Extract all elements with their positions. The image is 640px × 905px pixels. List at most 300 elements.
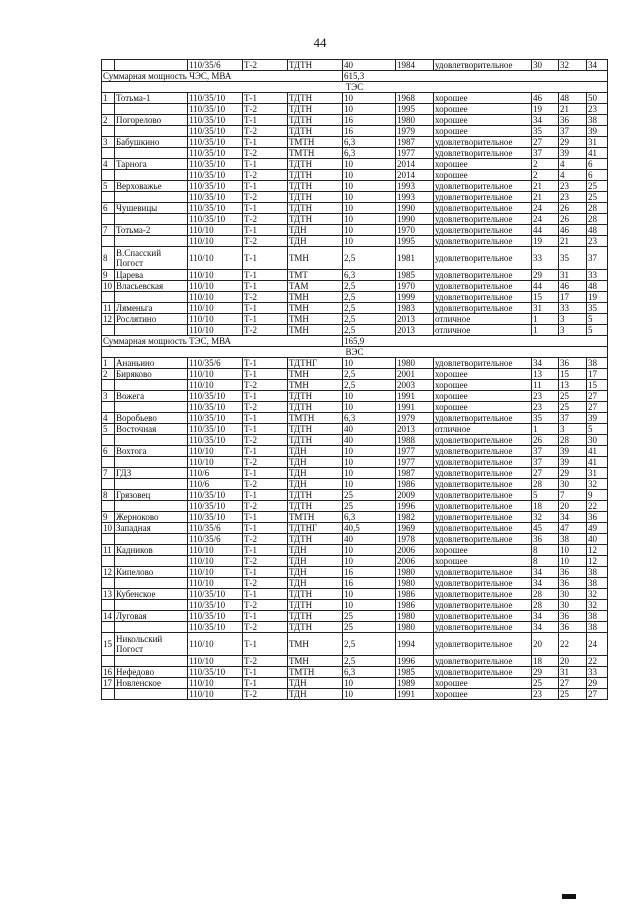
voltage-cell: 110/10 xyxy=(188,689,243,700)
value-cell-1: 21 xyxy=(532,192,559,203)
transformer-type-cell: ТДТН xyxy=(288,611,343,622)
row-number-cell xyxy=(102,479,115,490)
power-cell: 40 xyxy=(343,435,396,446)
table-row xyxy=(102,468,608,479)
value-cell-3: 5 xyxy=(587,325,608,336)
transformer-type-cell: ТДТН xyxy=(288,214,343,225)
table-row xyxy=(102,678,608,689)
voltage-cell: 110/10 xyxy=(188,567,243,578)
table-row xyxy=(102,446,608,457)
transformer-type-cell: ТДТН xyxy=(288,115,343,126)
condition-cell: удовлетворительное xyxy=(434,203,532,214)
value-cell-1: 33 xyxy=(532,247,559,270)
condition-cell: удовлетворительное xyxy=(434,512,532,523)
row-number-cell xyxy=(102,126,115,137)
value-cell-2: 46 xyxy=(559,281,587,292)
substation-name-cell xyxy=(115,534,188,545)
transformer-cell: Т-1 xyxy=(243,633,288,656)
voltage-cell: 110/35/10 xyxy=(188,435,243,446)
value-cell-2: 25 xyxy=(559,402,587,413)
page-corner-mark xyxy=(562,894,576,899)
table-row xyxy=(102,292,608,303)
power-cell: 2,5 xyxy=(343,292,396,303)
value-cell-3: 23 xyxy=(587,236,608,247)
transformer-cell: Т-2 xyxy=(243,292,288,303)
substation-name-cell: ГДЗ xyxy=(115,468,188,479)
value-cell-1: 11 xyxy=(532,380,559,391)
value-cell-3: 41 xyxy=(587,148,608,159)
transformer-type-cell: ТДТН xyxy=(288,159,343,170)
table-row xyxy=(102,325,608,336)
table-row xyxy=(102,424,608,435)
transformer-cell: Т-2 xyxy=(243,402,288,413)
year-cell: 1986 xyxy=(396,479,434,490)
value-cell-2: 39 xyxy=(559,446,587,457)
transformer-cell: Т-1 xyxy=(243,115,288,126)
power-cell: 6,3 xyxy=(343,270,396,281)
value-cell-2: 26 xyxy=(559,214,587,225)
table-row xyxy=(102,556,608,567)
voltage-cell: 110/10 xyxy=(188,247,243,270)
transformer-cell: Т-1 xyxy=(243,181,288,192)
value-cell-3: 34 xyxy=(587,60,608,71)
power-cell: 25 xyxy=(343,611,396,622)
year-cell: 1985 xyxy=(396,270,434,281)
value-cell-3: 38 xyxy=(587,358,608,369)
value-cell-3: 25 xyxy=(587,192,608,203)
year-cell: 1980 xyxy=(396,622,434,633)
substation-name-cell xyxy=(115,435,188,446)
value-cell-2: 37 xyxy=(559,413,587,424)
summary-row xyxy=(102,71,608,82)
condition-cell: удовлетворительное xyxy=(434,60,532,71)
value-cell-3: 31 xyxy=(587,137,608,148)
substation-name-cell: Вохтога xyxy=(115,446,188,457)
transformer-type-cell: ТДТНГ xyxy=(288,523,343,534)
table-row xyxy=(102,159,608,170)
value-cell-2: 4 xyxy=(559,159,587,170)
value-cell-3: 17 xyxy=(587,369,608,380)
value-cell-2: 3 xyxy=(559,325,587,336)
transformer-type-cell: ТМН xyxy=(288,314,343,325)
value-cell-1: 36 xyxy=(532,534,559,545)
condition-cell: хорошее xyxy=(434,170,532,181)
table-row xyxy=(102,633,608,656)
transformer-cell: Т-1 xyxy=(243,545,288,556)
year-cell: 2006 xyxy=(396,545,434,556)
year-cell: 1996 xyxy=(396,501,434,512)
transformer-type-cell: ТДТН xyxy=(288,501,343,512)
condition-cell: удовлетворительное xyxy=(434,468,532,479)
page-number: 44 xyxy=(313,35,327,50)
transformer-cell: Т-1 xyxy=(243,358,288,369)
row-number-cell: 17 xyxy=(102,678,115,689)
year-cell: 1970 xyxy=(396,281,434,292)
row-number-cell: 7 xyxy=(102,468,115,479)
transformer-cell: Т-1 xyxy=(243,391,288,402)
substation-name-cell xyxy=(115,600,188,611)
value-cell-3: 32 xyxy=(587,600,608,611)
voltage-cell: 110/35/10 xyxy=(188,93,243,104)
transformer-cell: Т-2 xyxy=(243,457,288,468)
year-cell: 1979 xyxy=(396,126,434,137)
value-cell-2: 33 xyxy=(559,303,587,314)
transformer-type-cell: ТДН xyxy=(288,225,343,236)
transformer-type-cell: ТМН xyxy=(288,369,343,380)
value-cell-2: 15 xyxy=(559,369,587,380)
value-cell-1: 44 xyxy=(532,281,559,292)
substation-name-cell: Тотьма-2 xyxy=(115,225,188,236)
value-cell-1: 29 xyxy=(532,270,559,281)
transformer-cell: Т-2 xyxy=(243,656,288,667)
power-cell: 16 xyxy=(343,578,396,589)
value-cell-2: 47 xyxy=(559,523,587,534)
substation-name-cell: В.Спасский Погост xyxy=(115,247,188,270)
transformer-cell: Т-1 xyxy=(243,225,288,236)
transformer-cell: Т-2 xyxy=(243,578,288,589)
power-cell: 6,3 xyxy=(343,413,396,424)
year-cell: 1977 xyxy=(396,457,434,468)
value-cell-2: 36 xyxy=(559,622,587,633)
power-cell: 10 xyxy=(343,545,396,556)
year-cell: 1984 xyxy=(396,60,434,71)
value-cell-3: 25 xyxy=(587,181,608,192)
value-cell-1: 34 xyxy=(532,622,559,633)
value-cell-2: 36 xyxy=(559,567,587,578)
voltage-cell: 110/10 xyxy=(188,303,243,314)
value-cell-1: 8 xyxy=(532,545,559,556)
year-cell: 1977 xyxy=(396,148,434,159)
power-cell: 10 xyxy=(343,203,396,214)
value-cell-2: 36 xyxy=(559,115,587,126)
value-cell-2: 21 xyxy=(559,236,587,247)
year-cell: 1986 xyxy=(396,589,434,600)
table-row xyxy=(102,534,608,545)
year-cell: 1970 xyxy=(396,225,434,236)
transformer-type-cell: ТДН xyxy=(288,236,343,247)
row-number-cell: 1 xyxy=(102,93,115,104)
condition-cell: удовлетворительное xyxy=(434,270,532,281)
transformer-type-cell: ТДТН xyxy=(288,435,343,446)
value-cell-2: 28 xyxy=(559,435,587,446)
value-cell-2: 38 xyxy=(559,534,587,545)
value-cell-3: 50 xyxy=(587,93,608,104)
transformer-cell: Т-1 xyxy=(243,567,288,578)
substation-name-cell: Кубенское xyxy=(115,589,188,600)
transformer-type-cell: ТМН xyxy=(288,633,343,656)
table-row xyxy=(102,181,608,192)
power-cell: 10 xyxy=(343,589,396,600)
substation-name-cell: Погорелово xyxy=(115,115,188,126)
voltage-cell: 110/35/10 xyxy=(188,137,243,148)
table-row xyxy=(102,247,608,270)
condition-cell: удовлетворительное xyxy=(434,479,532,490)
transformer-type-cell: ТДТН xyxy=(288,181,343,192)
value-cell-3: 31 xyxy=(587,468,608,479)
year-cell: 1993 xyxy=(396,181,434,192)
value-cell-3: 6 xyxy=(587,159,608,170)
transformer-cell: Т-1 xyxy=(243,247,288,270)
voltage-cell: 110/10 xyxy=(188,236,243,247)
transformer-cell: Т-1 xyxy=(243,203,288,214)
value-cell-3: 22 xyxy=(587,656,608,667)
value-cell-1: 37 xyxy=(532,148,559,159)
substation-name-cell xyxy=(115,402,188,413)
transformer-cell: Т-2 xyxy=(243,600,288,611)
transformer-type-cell: ТДТН xyxy=(288,126,343,137)
summary-label: Суммарная мощность ЧЭС, МВА xyxy=(102,71,343,82)
power-cell: 10 xyxy=(343,479,396,490)
row-number-cell xyxy=(102,689,115,700)
row-number-cell xyxy=(102,435,115,446)
year-cell: 1980 xyxy=(396,611,434,622)
condition-cell: удовлетворительное xyxy=(434,600,532,611)
value-cell-3: 12 xyxy=(587,545,608,556)
condition-cell: хорошее xyxy=(434,689,532,700)
transformer-type-cell: ТМТН xyxy=(288,667,343,678)
year-cell: 1969 xyxy=(396,523,434,534)
value-cell-1: 18 xyxy=(532,501,559,512)
transformer-cell: Т-2 xyxy=(243,380,288,391)
transformer-cell: Т-1 xyxy=(243,93,288,104)
value-cell-1: 29 xyxy=(532,667,559,678)
year-cell: 1989 xyxy=(396,678,434,689)
transformer-cell: Т-2 xyxy=(243,192,288,203)
year-cell: 1990 xyxy=(396,214,434,225)
table-row xyxy=(102,93,608,104)
year-cell: 1990 xyxy=(396,203,434,214)
value-cell-2: 30 xyxy=(559,479,587,490)
table-row xyxy=(102,391,608,402)
year-cell: 1994 xyxy=(396,633,434,656)
condition-cell: хорошее xyxy=(434,556,532,567)
transformer-cell: Т-1 xyxy=(243,523,288,534)
power-cell: 2,5 xyxy=(343,369,396,380)
substation-name-cell: Грязовец xyxy=(115,490,188,501)
table-row xyxy=(102,214,608,225)
transformer-type-cell: ТМН xyxy=(288,325,343,336)
value-cell-2: 21 xyxy=(559,104,587,115)
power-cell: 6,3 xyxy=(343,148,396,159)
value-cell-2: 23 xyxy=(559,181,587,192)
value-cell-2: 32 xyxy=(559,60,587,71)
voltage-cell: 110/10 xyxy=(188,292,243,303)
value-cell-1: 37 xyxy=(532,446,559,457)
transformer-cell: Т-2 xyxy=(243,104,288,115)
power-cell: 10 xyxy=(343,214,396,225)
power-cell: 16 xyxy=(343,126,396,137)
transformer-type-cell: ТМН xyxy=(288,656,343,667)
table-row xyxy=(102,479,608,490)
row-number-cell xyxy=(102,236,115,247)
value-cell-1: 44 xyxy=(532,225,559,236)
row-number-cell xyxy=(102,501,115,512)
condition-cell: отличное xyxy=(434,314,532,325)
transformer-type-cell: ТДТН xyxy=(288,93,343,104)
row-number-cell: 2 xyxy=(102,369,115,380)
power-cell: 2,5 xyxy=(343,281,396,292)
transformer-cell: Т-2 xyxy=(243,435,288,446)
transformer-type-cell: ТДТН xyxy=(288,490,343,501)
condition-cell: хорошее xyxy=(434,93,532,104)
value-cell-2: 10 xyxy=(559,545,587,556)
substation-name-cell xyxy=(115,236,188,247)
substation-name-cell xyxy=(115,292,188,303)
row-number-cell: 1 xyxy=(102,358,115,369)
condition-cell: отличное xyxy=(434,325,532,336)
condition-cell: удовлетворительное xyxy=(434,225,532,236)
table-row xyxy=(102,501,608,512)
transformer-type-cell: ТДТН xyxy=(288,170,343,181)
value-cell-1: 31 xyxy=(532,303,559,314)
power-cell: 16 xyxy=(343,115,396,126)
summary-row xyxy=(102,336,608,347)
value-cell-3: 5 xyxy=(587,314,608,325)
value-cell-3: 41 xyxy=(587,446,608,457)
voltage-cell: 110/35/10 xyxy=(188,600,243,611)
value-cell-1: 5 xyxy=(532,490,559,501)
table-row xyxy=(102,435,608,446)
power-cell: 25 xyxy=(343,501,396,512)
year-cell: 1977 xyxy=(396,446,434,457)
transformer-cell: Т-1 xyxy=(243,413,288,424)
value-cell-2: 29 xyxy=(559,468,587,479)
condition-cell: удовлетворительное xyxy=(434,137,532,148)
transformer-type-cell: ТМТН xyxy=(288,413,343,424)
transformer-type-cell: ТДН xyxy=(288,457,343,468)
row-number-cell: 6 xyxy=(102,203,115,214)
power-cell: 10 xyxy=(343,457,396,468)
substation-table xyxy=(101,59,608,700)
table-row xyxy=(102,457,608,468)
substation-name-cell xyxy=(115,380,188,391)
value-cell-1: 27 xyxy=(532,468,559,479)
power-cell: 10 xyxy=(343,402,396,413)
power-cell: 2,5 xyxy=(343,303,396,314)
value-cell-2: 27 xyxy=(559,678,587,689)
value-cell-3: 27 xyxy=(587,402,608,413)
transformer-cell: Т-2 xyxy=(243,479,288,490)
voltage-cell: 110/10 xyxy=(188,578,243,589)
year-cell: 2014 xyxy=(396,170,434,181)
power-cell: 2,5 xyxy=(343,633,396,656)
condition-cell: удовлетворительное xyxy=(434,446,532,457)
value-cell-1: 37 xyxy=(532,457,559,468)
value-cell-3: 33 xyxy=(587,270,608,281)
transformer-cell: Т-1 xyxy=(243,468,288,479)
transformer-cell: Т-2 xyxy=(243,325,288,336)
power-cell: 6,3 xyxy=(343,667,396,678)
value-cell-1: 27 xyxy=(532,137,559,148)
table-row xyxy=(102,60,608,71)
row-number-cell: 8 xyxy=(102,247,115,270)
year-cell: 1987 xyxy=(396,137,434,148)
value-cell-2: 36 xyxy=(559,611,587,622)
substation-name-cell xyxy=(115,689,188,700)
table-row xyxy=(102,656,608,667)
value-cell-2: 35 xyxy=(559,247,587,270)
row-number-cell: 5 xyxy=(102,424,115,435)
row-number-cell xyxy=(102,170,115,181)
row-number-cell: 12 xyxy=(102,314,115,325)
condition-cell: удовлетворительное xyxy=(434,435,532,446)
value-cell-3: 40 xyxy=(587,534,608,545)
substation-name-cell: Воробьево xyxy=(115,413,188,424)
power-cell: 10 xyxy=(343,556,396,567)
row-number-cell: 3 xyxy=(102,391,115,402)
value-cell-3: 28 xyxy=(587,203,608,214)
value-cell-3: 23 xyxy=(587,104,608,115)
transformer-cell: Т-1 xyxy=(243,159,288,170)
value-cell-1: 19 xyxy=(532,104,559,115)
summary-value: 615,3 xyxy=(343,71,608,82)
value-cell-1: 45 xyxy=(532,523,559,534)
voltage-cell: 110/10 xyxy=(188,270,243,281)
value-cell-2: 36 xyxy=(559,578,587,589)
table-row xyxy=(102,413,608,424)
value-cell-2: 13 xyxy=(559,380,587,391)
transformer-type-cell: ТДН xyxy=(288,556,343,567)
value-cell-3: 39 xyxy=(587,126,608,137)
year-cell: 2013 xyxy=(396,314,434,325)
substation-name-cell xyxy=(115,126,188,137)
voltage-cell: 110/35/10 xyxy=(188,181,243,192)
condition-cell: удовлетворительное xyxy=(434,148,532,159)
substation-name-cell xyxy=(115,325,188,336)
substation-name-cell: Рослятино xyxy=(115,314,188,325)
voltage-cell: 110/35/10 xyxy=(188,159,243,170)
condition-cell: удовлетворительное xyxy=(434,292,532,303)
table-row xyxy=(102,402,608,413)
substation-name-cell: Кадников xyxy=(115,545,188,556)
power-cell: 40,5 xyxy=(343,523,396,534)
voltage-cell: 110/10 xyxy=(188,225,243,236)
year-cell: 2014 xyxy=(396,159,434,170)
substation-name-cell: Западная xyxy=(115,523,188,534)
value-cell-1: 1 xyxy=(532,424,559,435)
transformer-cell: Т-2 xyxy=(243,170,288,181)
table-row xyxy=(102,203,608,214)
voltage-cell: 110/35/10 xyxy=(188,192,243,203)
section-header: ВЭС xyxy=(102,347,608,358)
row-number-cell: 11 xyxy=(102,303,115,314)
value-cell-2: 3 xyxy=(559,314,587,325)
substation-name-cell: Чушевицы xyxy=(115,203,188,214)
power-cell: 10 xyxy=(343,678,396,689)
transformer-cell: Т-1 xyxy=(243,270,288,281)
transformer-cell: Т-1 xyxy=(243,281,288,292)
value-cell-2: 23 xyxy=(559,192,587,203)
substation-name-cell: Нефедово xyxy=(115,667,188,678)
table-row xyxy=(102,490,608,501)
value-cell-3: 41 xyxy=(587,457,608,468)
year-cell: 2013 xyxy=(396,424,434,435)
condition-cell: удовлетворительное xyxy=(434,214,532,225)
value-cell-2: 25 xyxy=(559,689,587,700)
voltage-cell: 110/10 xyxy=(188,281,243,292)
row-number-cell xyxy=(102,656,115,667)
value-cell-2: 7 xyxy=(559,490,587,501)
value-cell-2: 31 xyxy=(559,667,587,678)
value-cell-2: 22 xyxy=(559,633,587,656)
row-number-cell: 5 xyxy=(102,181,115,192)
table-row xyxy=(102,380,608,391)
transformer-type-cell: ТДТН xyxy=(288,402,343,413)
value-cell-2: 26 xyxy=(559,203,587,214)
power-cell: 10 xyxy=(343,600,396,611)
table-row xyxy=(102,512,608,523)
table-row xyxy=(102,236,608,247)
